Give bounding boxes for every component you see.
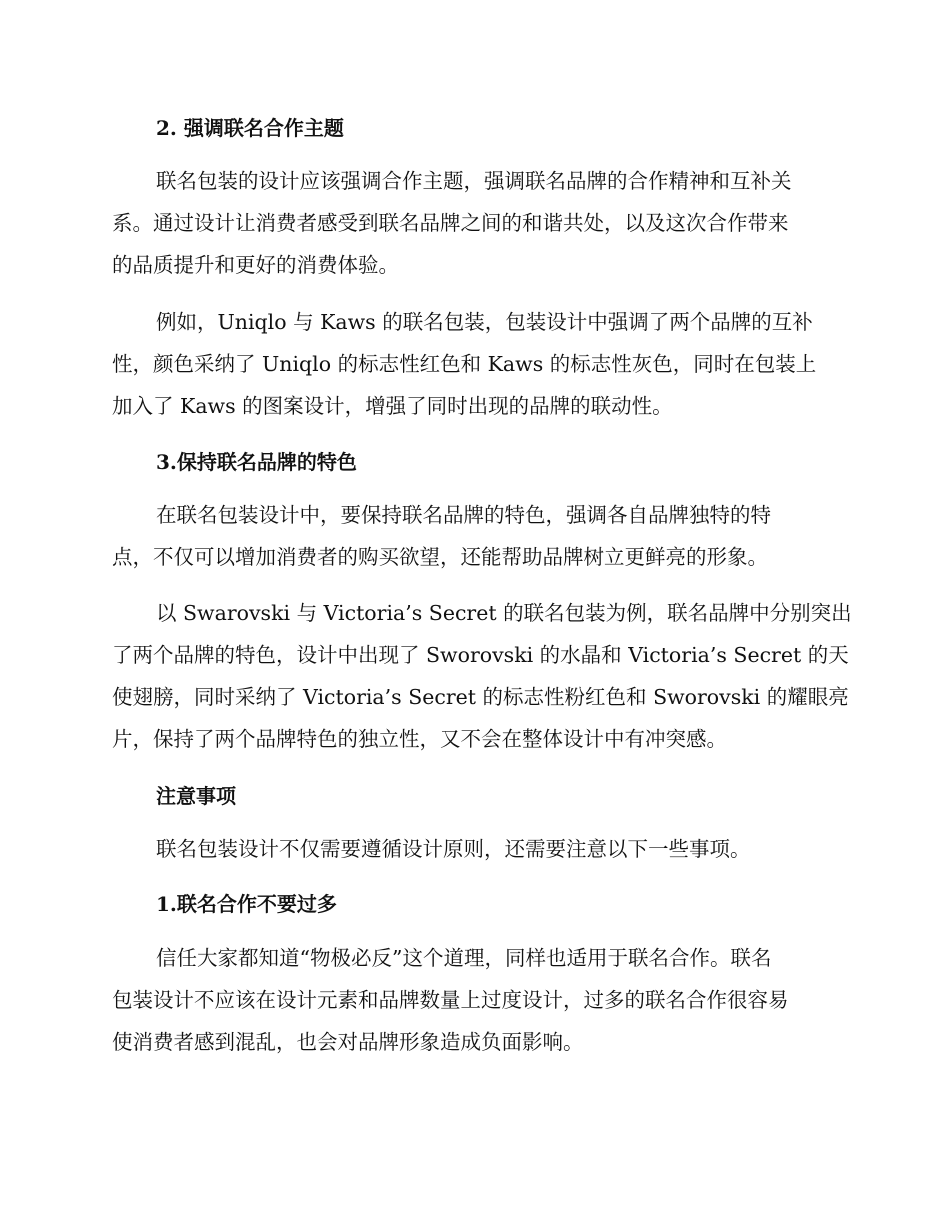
paragraph-line: 系。通过设计让消费者感受到联名品牌之间的和谐共处，以及这次合作带来: [112, 211, 789, 235]
paragraph-line: 片，保持了两个品牌特色的独立性，又不会在整体设计中有冲突感。: [112, 727, 727, 751]
paragraph: [112, 937, 832, 1063]
paragraph: [112, 301, 832, 427]
paragraph: [112, 160, 832, 286]
paragraph-line: 联名包装设计不仅需要遵循设计原则，还需要注意以下一些事项。: [156, 837, 751, 861]
section-heading: 2. 强调联名合作主题: [156, 116, 344, 140]
paragraph-line: 联名包装的设计应该强调合作主题，强调联名品牌的合作精神和互补关: [156, 169, 792, 193]
paragraph: [112, 828, 832, 870]
paragraph-line: 了两个品牌的特色，设计中出现了 Sworovski 的水晶和 Victoria’s Secret 的天: [112, 643, 849, 667]
section-heading: 1.联名合作不要过多: [156, 892, 337, 916]
paragraph: [112, 592, 852, 760]
paragraph-line: 点，不仅可以增加消费者的购买欲望，还能帮助品牌树立更鲜亮的形象。: [112, 545, 768, 569]
paragraph-line: 使消费者感到混乱，也会对品牌形象造成负面影响。: [112, 1030, 584, 1054]
paragraph-line: 性，颜色采纳了 Uniqlo 的标志性红色和 Kaws 的标志性灰色，同时在包装上: [112, 352, 817, 376]
paragraph-line: 包装设计不应该在设计元素和品牌数量上过度设计，过多的联名合作很容易: [112, 988, 789, 1012]
paragraph-line: 信任大家都知道“物极必反”这个道理，同样也适用于联名合作。联名: [156, 946, 772, 970]
paragraph-line: 使翅膀，同时采纳了 Victoria’s Secret 的标志性粉红色和 Sworovski 的耀眼亮: [112, 685, 849, 709]
paragraph-line: 例如，Uniqlo 与 Kaws 的联名包装，包装设计中强调了两个品牌的互补: [156, 310, 813, 334]
paragraph-line: 以 Swarovski 与 Victoria’s Secret 的联名包装为例，联名品牌中分别突出: [156, 601, 852, 625]
paragraph: [112, 494, 832, 578]
paragraph-line: 加入了 Kaws 的图案设计，增强了同时出现的品牌的联动性。: [112, 394, 673, 418]
paragraph-line: 在联名包装设计中，要保持联名品牌的特色，强调各自品牌独特的特: [156, 503, 771, 527]
section-heading: 注意事项: [156, 784, 236, 808]
section-heading: 3.保持联名品牌的特色: [156, 450, 357, 474]
paragraph-line: 的品质提升和更好的消费体验。: [112, 253, 399, 277]
